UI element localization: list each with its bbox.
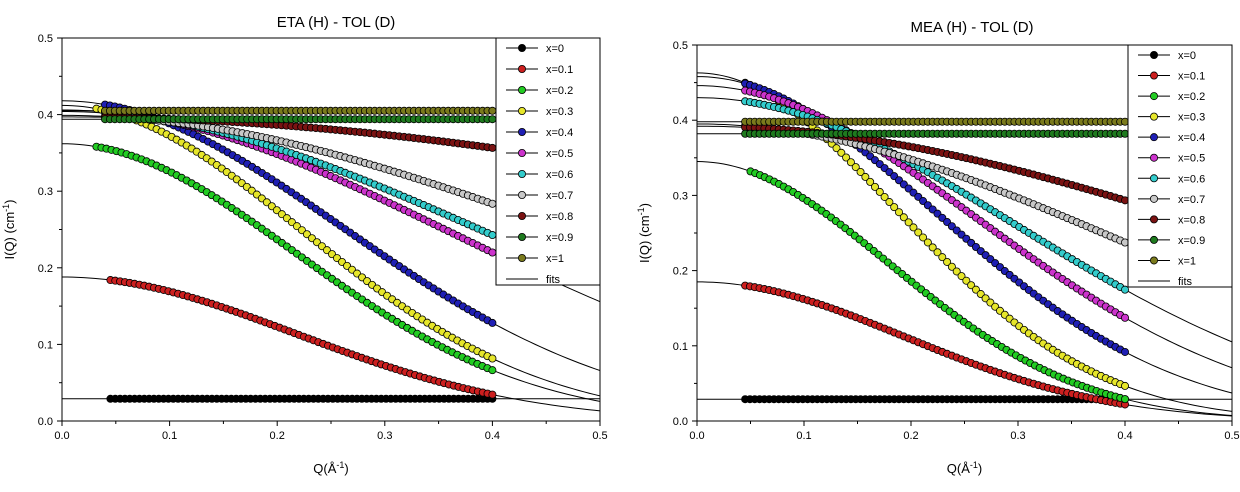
y-tick-label: 0.4 (37, 109, 53, 122)
legend-marker (518, 149, 525, 156)
y-axis-label: I(Q) $(cm^{-1})$ (1, 199, 17, 260)
series-x=0.3 (742, 79, 1129, 389)
legend-marker (1150, 175, 1157, 182)
y-axis-label: I(Q) $(cm^{-1})$ (636, 202, 652, 264)
legend-label: x=0.1 (546, 64, 574, 76)
legend-marker (518, 233, 525, 240)
x-tick-label: 0.1 (796, 430, 812, 442)
legend (1128, 45, 1232, 288)
legend-marker (518, 65, 525, 72)
series-x=1 (101, 107, 496, 114)
legend-label: x=0.6 (1178, 173, 1206, 186)
data-point (1121, 396, 1128, 403)
data-point (489, 144, 496, 151)
legend-marker (1150, 236, 1157, 243)
chart-title: MEA (H) - TOL (D) (910, 19, 1034, 36)
series-x=0.9 (101, 116, 496, 123)
y-tick-label: 0.4 (672, 115, 688, 128)
x-tick-label: 0.4 (1117, 430, 1133, 442)
x-axis-label: $Q(Å^{-1})$ (946, 460, 983, 476)
y-tick-label: 0.2 (672, 265, 688, 278)
series-x=0 (107, 395, 496, 402)
legend-label: x=1 (546, 253, 565, 265)
legend-marker (1150, 195, 1157, 202)
legend-marker (1150, 154, 1157, 161)
legend-label: x=0.7 (1178, 193, 1206, 206)
x-tick-label: 0.5 (592, 430, 608, 442)
legend-marker (518, 128, 525, 135)
data-point (489, 116, 496, 123)
y-tick-label: 0.5 (672, 40, 688, 52)
legend-label: x=0.8 (1178, 214, 1206, 227)
legend-label: x=0.7 (546, 190, 574, 202)
legend-marker (1150, 113, 1157, 120)
legend (496, 38, 600, 286)
data-point (489, 249, 496, 256)
legend-marker (1150, 257, 1157, 264)
data-point (489, 200, 496, 207)
legend-marker (518, 191, 525, 198)
series-x=0.2 (93, 143, 496, 374)
legend-label: x=0.4 (546, 127, 574, 139)
y-tick-label: 0.0 (37, 416, 53, 428)
legend-marker (518, 254, 525, 261)
y-tick-label: 0.5 (37, 33, 53, 45)
data-point (489, 231, 496, 238)
legend-label: x=0.9 (546, 232, 574, 244)
legend-label: x=1 (1178, 255, 1197, 268)
x-tick-label: 0.0 (54, 430, 70, 442)
legend-label: x=0.3 (546, 106, 574, 118)
legend-marker (518, 107, 525, 114)
legend-label: x=0.2 (546, 85, 574, 97)
chart-panel-1 (1, 14, 608, 476)
legend-marker (1150, 216, 1157, 223)
y-tick-label: 0.3 (672, 190, 688, 203)
x-tick-label: 0.3 (1010, 430, 1026, 442)
data-point (1121, 382, 1128, 389)
x-tick-label: 0.5 (1224, 430, 1240, 442)
legend-marker (1150, 51, 1157, 58)
y-tick-label: 0.3 (37, 186, 53, 199)
legend-label: x=0.1 (1178, 70, 1206, 83)
data-point (489, 367, 496, 374)
data-point (489, 355, 496, 362)
x-tick-label: 0.3 (377, 430, 393, 442)
legend-marker (518, 86, 525, 93)
legend-label: x=0 (546, 43, 565, 55)
x-tick-label: 0.1 (161, 430, 178, 442)
legend-label: x=0 (1178, 50, 1197, 62)
legend-marker (1150, 134, 1157, 141)
x-tick-label: 0.2 (269, 430, 285, 442)
legend-label: x=0.5 (1178, 152, 1206, 165)
legend-label: x=0.5 (546, 148, 574, 160)
chart-panel-2 (636, 19, 1240, 476)
legend-label: x=0.8 (546, 211, 574, 223)
x-tick-label: 0.0 (689, 430, 705, 442)
legend-label: x=0.6 (546, 169, 574, 181)
legend-marker (518, 170, 525, 177)
legend-marker (518, 44, 525, 51)
legend-label: x=0.4 (1178, 132, 1206, 145)
legend-label: x=0.2 (1178, 91, 1206, 104)
data-point (489, 107, 496, 114)
legend-marker (1150, 72, 1157, 79)
y-tick-label: 0.0 (672, 416, 688, 428)
legend-label: x=0.3 (1178, 111, 1206, 124)
y-tick-label: 0.2 (37, 262, 53, 275)
series-x=1 (742, 118, 1129, 125)
legend-label-fits: fits (1178, 276, 1193, 288)
legend-marker (1150, 92, 1157, 99)
legend-label: x=0.9 (1178, 234, 1206, 247)
series-x=0.9 (742, 130, 1129, 137)
x-tick-label: 0.2 (903, 430, 919, 442)
x-axis-label: $Q(Å^{-1})$ (313, 460, 349, 476)
data-point (1121, 314, 1128, 321)
data-point (489, 391, 496, 398)
chart-title: ETA (H) - TOL (D) (276, 14, 396, 31)
data-point (489, 319, 496, 326)
x-tick-label: 0.4 (484, 430, 501, 442)
data-point (1121, 348, 1128, 355)
legend-label-fits: fits (546, 274, 561, 286)
y-tick-label: 0.1 (672, 340, 688, 353)
legend-marker (518, 212, 525, 219)
y-tick-label: 0.1 (37, 339, 53, 352)
